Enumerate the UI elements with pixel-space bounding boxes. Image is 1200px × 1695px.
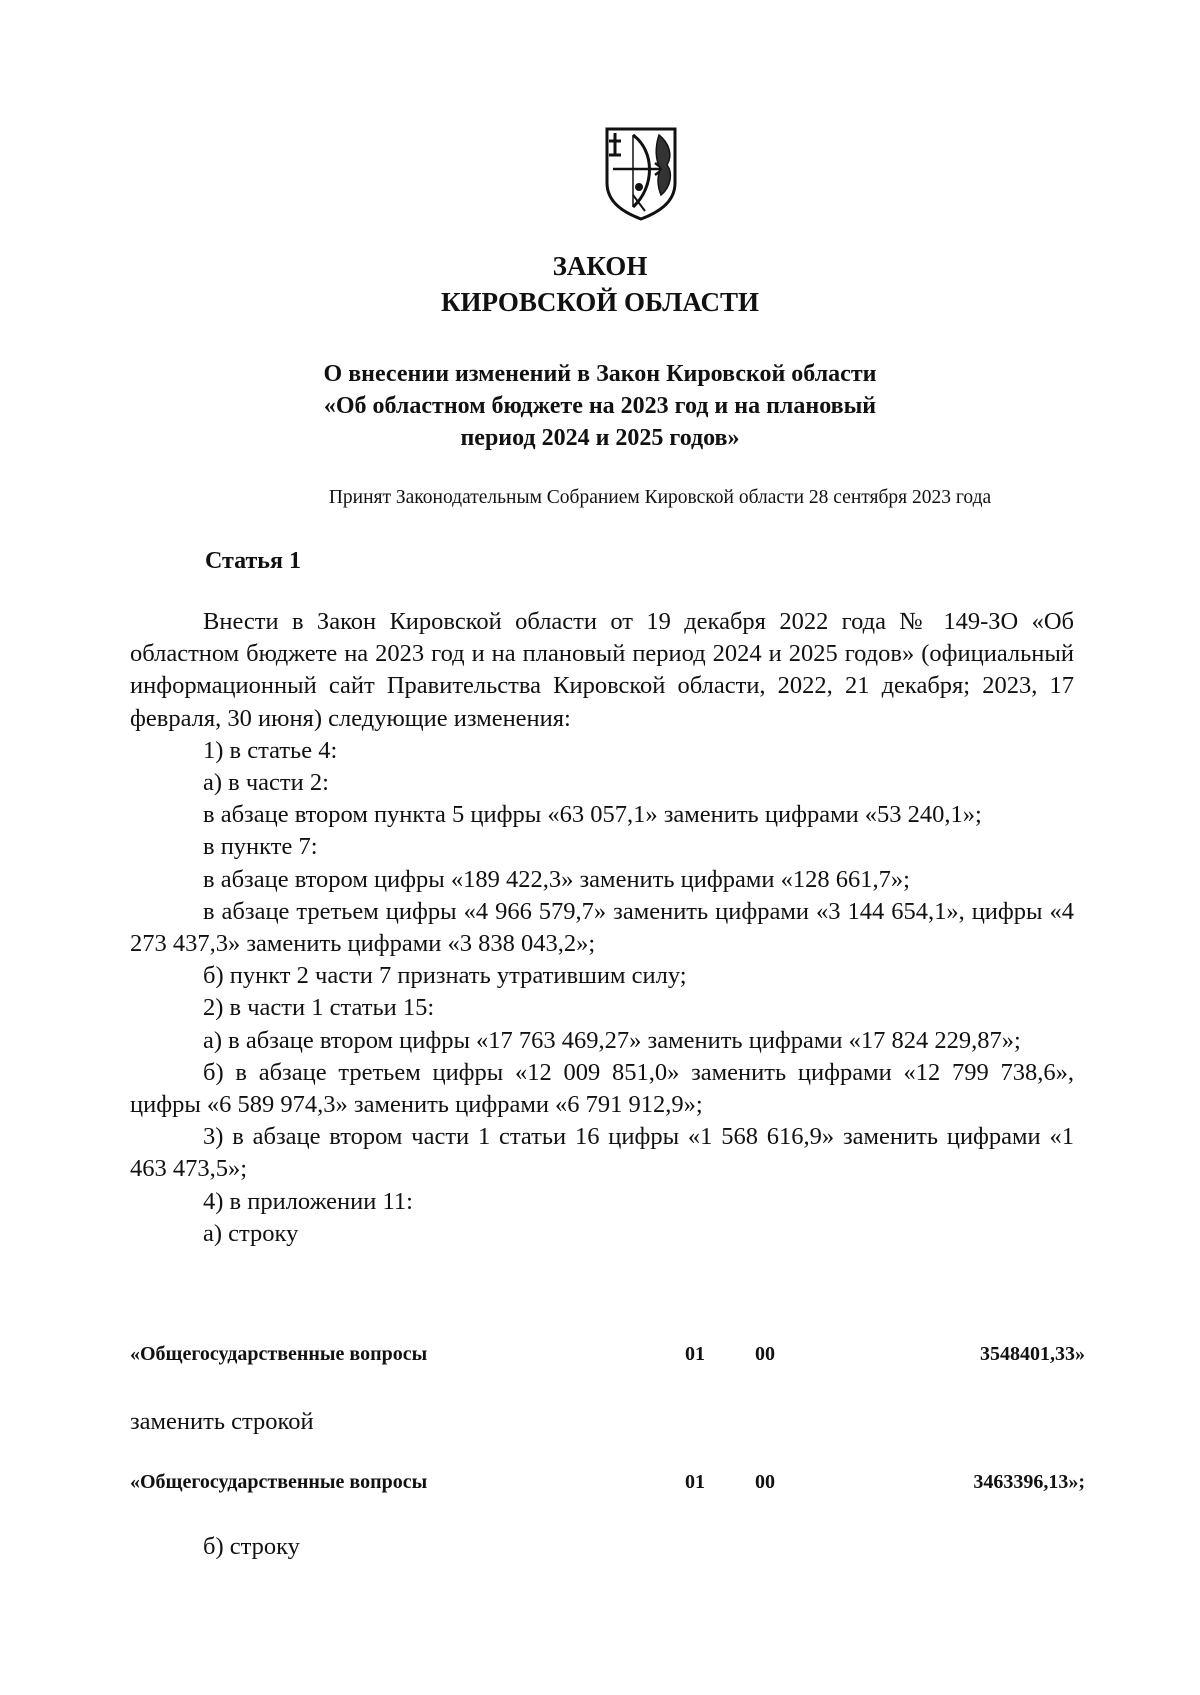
row-subsection: 00 bbox=[755, 1471, 775, 1493]
row-name: «Общегосударственные вопросы bbox=[130, 1471, 428, 1493]
next-item: б) строку bbox=[203, 1533, 300, 1560]
subtitle-line: «Об областном бюджете на 2023 год и на плановый bbox=[323, 393, 877, 419]
budget-row-new bbox=[130, 1471, 1085, 1501]
law-subtitle bbox=[0, 358, 1200, 454]
paragraph: 3) в абзаце втором части 1 статьи 16 цифры «1 568 616,9» заменить цифрами «1 463 473,5»; bbox=[130, 1123, 1074, 1183]
article-heading: Статья 1 bbox=[205, 548, 301, 574]
paragraph: Внести в Закон Кировской области от 19 декабря 2022 года № 149-ЗО «Об областном бюджете на 2023 год и на плановый период 2024 и 2025 годов» (официальный информационный сайт Правительства Кировской области, 2022, 21 декабря; 2023, 17 февраля, 30 июня) следующие изменения: bbox=[130, 608, 1074, 732]
row-name: «Общегосударственные вопросы bbox=[130, 1343, 428, 1365]
paragraph: б) в абзаце третьем цифры «12 009 851,0» заменить цифрами «12 799 738,6», цифры «6 589 974,3» заменить цифрами «6 791 912,9»; bbox=[130, 1058, 1074, 1119]
replace-text: заменить строкой bbox=[130, 1408, 314, 1435]
row-section: 01 bbox=[685, 1471, 705, 1493]
article-body bbox=[130, 606, 1074, 1250]
paragraph: б) пункт 2 части 7 признать утратившим силу; bbox=[203, 962, 687, 990]
subtitle-line: период 2024 и 2025 годов» bbox=[460, 425, 740, 451]
paragraph: 2) в части 1 статьи 15: bbox=[203, 994, 435, 1022]
paragraph: 1) в статье 4: bbox=[203, 736, 338, 764]
budget-row-old bbox=[130, 1343, 1085, 1373]
kirov-coat-of-arms-icon bbox=[603, 125, 679, 221]
row-section: 01 bbox=[685, 1343, 705, 1365]
adoption-note: Принят Законодательным Собранием Кировской области 28 сентября 2023 года bbox=[328, 487, 992, 508]
paragraph: в абзаце третьем цифры «4 966 579,7» заменить цифрами «3 144 654,1», цифры «4 273 437,3» заменить цифрами «3 838 043,2»; bbox=[130, 897, 1074, 958]
paragraph: в абзаце втором пункта 5 цифры «63 057,1» заменить цифрами «53 240,1»; bbox=[203, 801, 982, 829]
title-line: ЗАКОН bbox=[552, 251, 648, 281]
paragraph: 4) в приложении 11: bbox=[203, 1187, 413, 1215]
paragraph: а) в абзаце втором цифры «17 763 469,27» заменить цифрами «17 824 229,87»; bbox=[203, 1026, 1021, 1054]
paragraph: а) в части 2: bbox=[203, 769, 329, 797]
title-line: КИРОВСКОЙ ОБЛАСТИ bbox=[440, 287, 760, 317]
paragraph: а) строку bbox=[203, 1219, 299, 1247]
subtitle-line: О внесении изменений в Закон Кировской области bbox=[323, 361, 877, 387]
row-value: 3548401,33» bbox=[980, 1343, 1085, 1365]
row-value: 3463396,13»; bbox=[973, 1471, 1085, 1493]
row-subsection: 00 bbox=[755, 1343, 775, 1365]
paragraph: в пункте 7: bbox=[203, 833, 318, 861]
paragraph: в абзаце втором цифры «189 422,3» заменить цифрами «128 661,7»; bbox=[203, 865, 910, 893]
law-title bbox=[0, 248, 1200, 320]
